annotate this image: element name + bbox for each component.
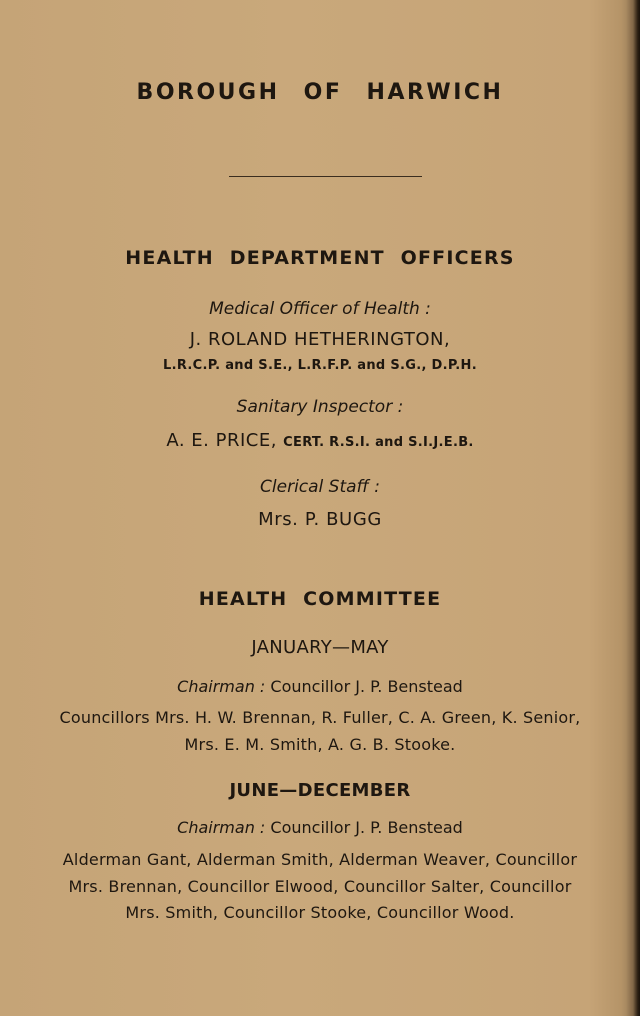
sanitary-inspector-line [0, 430, 640, 451]
members-line-1: Councillors Mrs. H. W. Brennan, R. Fuller, C. A. Green, K. Senior, [59, 708, 581, 727]
clerical-staff-role: Clerical Staff : [260, 477, 380, 497]
clerical-staff-name: Mrs. P. BUGG [258, 509, 382, 530]
members-line-3: Alderman Gant, Alderman Smith, Alderman Weaver, Councillor [62, 850, 578, 869]
members-line-5: Mrs. Smith, Councillor Stooke, Councillor Wood. [125, 903, 515, 922]
officers-heading: HEALTH DEPARTMENT OFFICERS [125, 247, 515, 269]
sanitary-inspector-qualifications: CERT. R.S.I. and S.I.J.E.B. [283, 435, 474, 450]
chairman-role-2: Chairman : [177, 818, 266, 837]
chairman-line-1 [0, 677, 640, 696]
divider-rule [229, 176, 422, 177]
sanitary-inspector-name: A. E. PRICE, [166, 430, 277, 451]
medical-officer-role: Medical Officer of Health : [209, 299, 431, 319]
sanitary-inspector-role: Sanitary Inspector : [236, 397, 404, 417]
members-line-4: Mrs. Brennan, Councillor Elwood, Councillor Salter, Councillor [68, 877, 572, 896]
period-june-december: JUNE—DECEMBER [229, 780, 411, 801]
committee-heading: HEALTH COMMITTEE [198, 588, 442, 610]
chairman-line-2 [0, 818, 640, 837]
medical-officer-qualifications: L.R.C.P. and S.E., L.R.F.P. and S.G., D.P.H. [163, 358, 477, 373]
page-title: BOROUGH OF HARWICH [136, 80, 504, 105]
members-line-2: Mrs. E. M. Smith, A. G. B. Stooke. [184, 735, 456, 754]
chairman-role-1: Chairman : [177, 677, 266, 696]
chairman-name-2: Councillor J. P. Benstead [270, 818, 463, 837]
medical-officer-name: J. ROLAND HETHERINGTON, [189, 329, 451, 350]
chairman-name-1: Councillor J. P. Benstead [270, 677, 463, 696]
period-january-may: JANUARY—MAY [251, 637, 389, 658]
